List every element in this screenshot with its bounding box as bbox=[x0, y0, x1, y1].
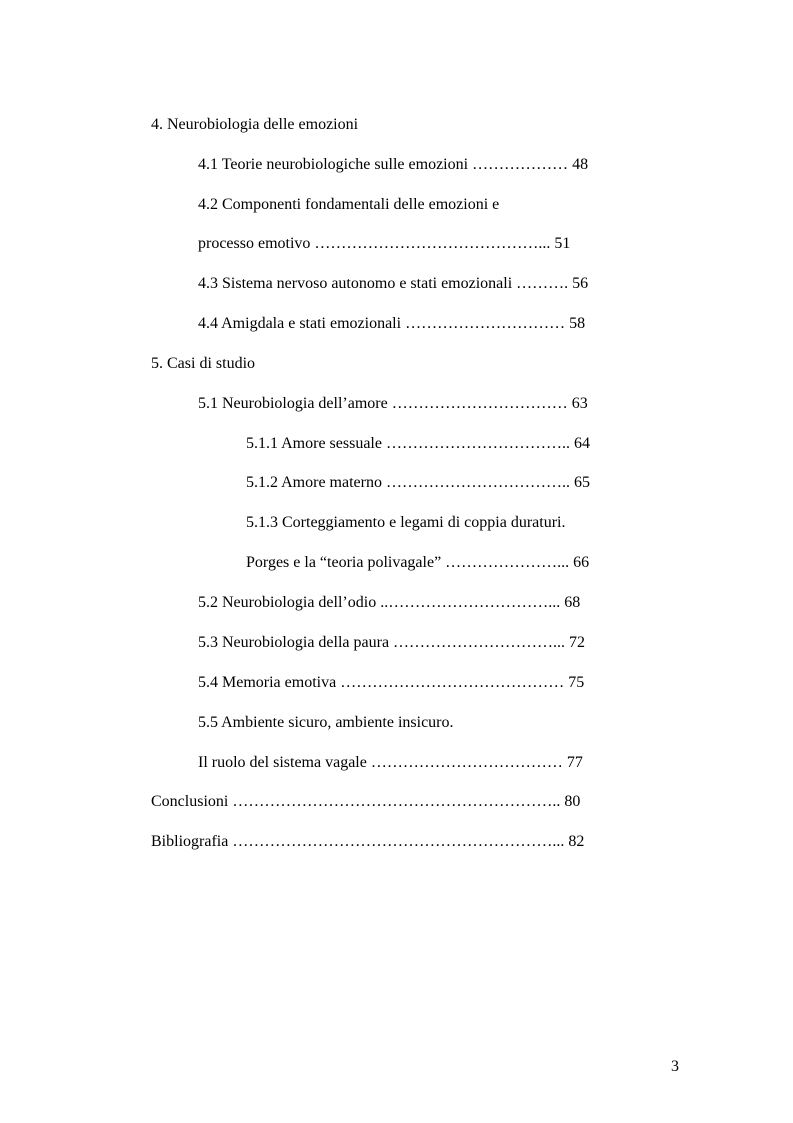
toc-entry-conclusioni: Conclusioni …………………………………………………….. 80 bbox=[151, 793, 581, 810]
toc-entry-5-4: 5.4 Memoria emotiva …………………………………… 75 bbox=[198, 674, 585, 691]
toc-entry-5-1-3: 5.1.3 Corteggiamento e legami di coppia duraturi. bbox=[246, 514, 566, 531]
toc-entry-4-2-continued: processo emotivo ……………………………………... 51 bbox=[198, 235, 571, 252]
page-number: 3 bbox=[671, 1058, 679, 1075]
toc-entry-5-1-2: 5.1.2 Amore materno …………………………….. 65 bbox=[246, 474, 590, 491]
toc-entry-4-4: 4.4 Amigdala e stati emozionali ………………………… 58 bbox=[198, 315, 586, 332]
toc-entry-5-2: 5.2 Neurobiologia dell’odio ..…………………………... 68 bbox=[198, 594, 581, 611]
toc-entry-4-2: 4.2 Componenti fondamentali delle emozioni e bbox=[198, 196, 500, 213]
toc-entry-5-1: 5.1 Neurobiologia dell’amore …………………………… 63 bbox=[198, 395, 588, 412]
toc-entry-5-5: 5.5 Ambiente sicuro, ambiente insicuro. bbox=[198, 714, 454, 731]
toc-entry-4-1: 4.1 Teorie neurobiologiche sulle emozioni ……………… 48 bbox=[198, 156, 589, 173]
toc-entry-5-1-1: 5.1.1 Amore sessuale …………………………….. 64 bbox=[246, 435, 590, 452]
toc-entry-5-1-3-continued: Porges e la “teoria polivagale” …………………... 66 bbox=[246, 554, 590, 571]
toc-entry-chapter-4: 4. Neurobiologia delle emozioni bbox=[151, 116, 359, 133]
toc-entry-chapter-5: 5. Casi di studio bbox=[151, 355, 256, 372]
toc-entry-4-3: 4.3 Sistema nervoso autonomo e stati emozionali ………. 56 bbox=[198, 275, 589, 292]
toc-entry-5-3: 5.3 Neurobiologia della paura …………………………... 72 bbox=[198, 634, 586, 651]
toc-entry-5-5-continued: Il ruolo del sistema vagale ……………………………… 77 bbox=[198, 754, 583, 771]
toc-entry-bibliografia: Bibliografia ……………………………………………………... 82 bbox=[151, 833, 585, 850]
